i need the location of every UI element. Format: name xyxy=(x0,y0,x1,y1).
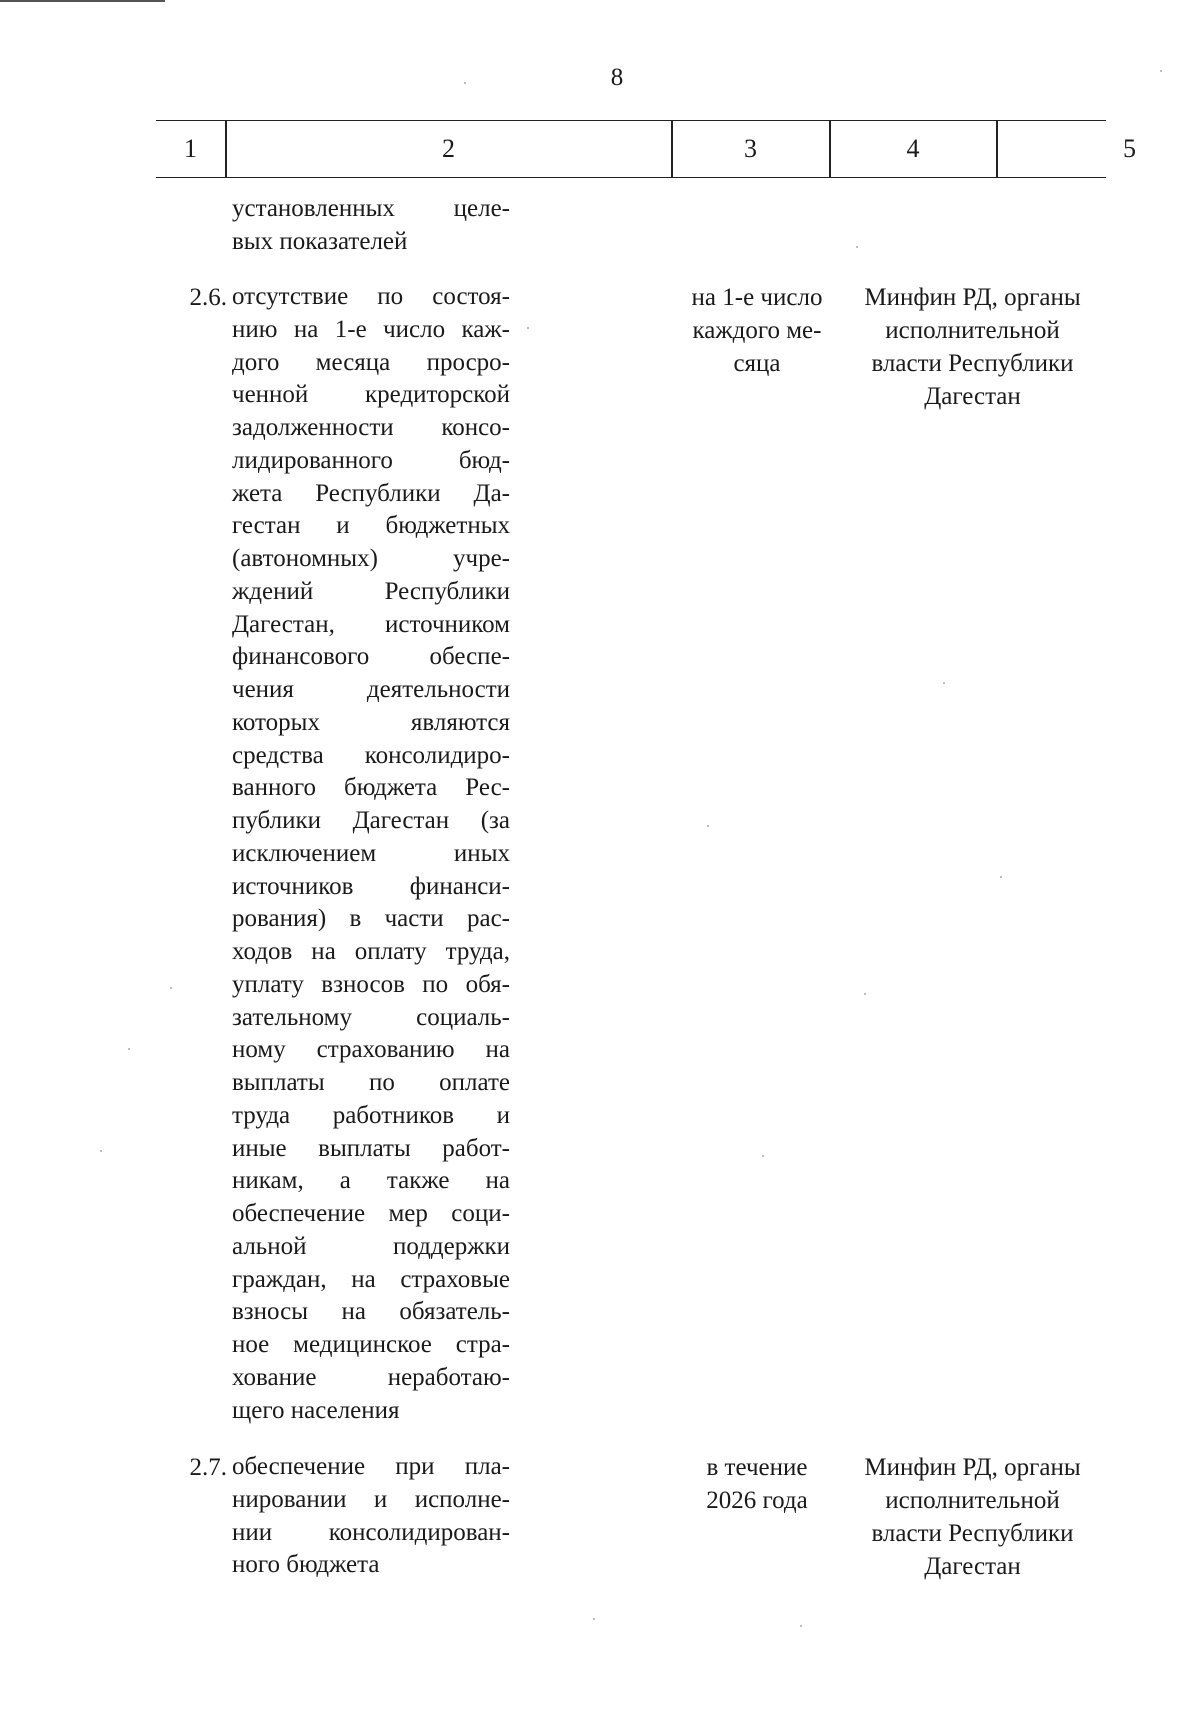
text-line: хование неработаю- xyxy=(232,1363,510,1391)
text-line: лидированного бюд- xyxy=(232,446,510,474)
row-description xyxy=(232,1451,510,1582)
text-line: вых показателей xyxy=(232,227,408,255)
text-line: ждений Республики xyxy=(232,577,510,605)
text-line: каждого ме- xyxy=(692,317,822,344)
header-col-2: 2 xyxy=(442,134,455,163)
scan-speck xyxy=(464,82,466,84)
header-col-1: 1 xyxy=(184,134,197,163)
text-line: ченной кредиторской xyxy=(232,381,510,409)
continuation-text xyxy=(232,193,510,259)
text-line: обеспечение при пла- xyxy=(232,1453,510,1480)
text-line: чения деятельности xyxy=(232,676,510,703)
text-line: сяца xyxy=(733,350,781,377)
text-line: граждан, на страховые xyxy=(232,1265,510,1293)
text-line: публики Дагестан (за xyxy=(232,807,510,834)
text-line: ного бюджета xyxy=(232,1551,380,1579)
text-line: на 1-е число xyxy=(691,284,823,311)
scan-speck xyxy=(707,825,709,827)
row-responsible xyxy=(847,1451,1098,1583)
text-line: никам, а также на xyxy=(232,1167,510,1195)
row-description xyxy=(232,281,510,1427)
text-line: власти Республики xyxy=(871,350,1074,377)
header-col-3: 3 xyxy=(744,134,757,163)
text-line: нии консолидирован- xyxy=(232,1518,510,1546)
scan-speck xyxy=(170,987,172,989)
scan-speck xyxy=(762,1155,764,1157)
text-line: нию на 1-е число каж- xyxy=(232,315,510,343)
row-deadline xyxy=(672,281,842,380)
scan-speck xyxy=(856,246,858,248)
text-line: Дагестан, источником xyxy=(232,610,510,638)
text-line: зательному социаль- xyxy=(232,1003,510,1031)
text-line: уплату взносов по обя- xyxy=(232,970,510,998)
text-line: Минфин РД, органы xyxy=(864,284,1081,311)
text-line: установленных целе- xyxy=(232,195,510,222)
text-line: исключением иных xyxy=(232,839,510,867)
text-line: нировании и исполне- xyxy=(232,1485,510,1513)
text-line: средства консолидиро- xyxy=(232,741,510,769)
text-line: исполнительной xyxy=(885,317,1060,344)
header-col-5: 5 xyxy=(1123,134,1136,163)
text-line: выплаты по оплате xyxy=(232,1069,510,1096)
text-line: Дагестан xyxy=(924,383,1021,410)
text-line: ходов на оплату труда, xyxy=(232,938,510,965)
text-line: жета Республики Да- xyxy=(232,479,510,507)
text-line: власти Республики xyxy=(871,1520,1074,1547)
header-col-4: 4 xyxy=(906,134,920,163)
text-line: 2026 года xyxy=(706,1487,808,1514)
text-line: источников финанси- xyxy=(232,872,510,900)
scan-speck xyxy=(527,327,529,329)
table-header xyxy=(156,120,1136,178)
scan-speck xyxy=(128,1048,130,1050)
text-line: исполнительной xyxy=(885,1487,1060,1514)
scan-speck xyxy=(864,993,866,995)
text-line: задолженности консо- xyxy=(232,414,510,441)
text-line: Минфин РД, органы xyxy=(864,1454,1081,1481)
text-line: труда работников и xyxy=(232,1101,510,1129)
row-deadline xyxy=(672,1451,842,1517)
text-line: ванного бюджета Рес- xyxy=(232,774,510,802)
text-line: (автономных) учре- xyxy=(232,545,510,572)
text-line: альной поддержки xyxy=(232,1232,510,1260)
scan-speck xyxy=(593,1618,595,1620)
scan-speck xyxy=(800,1625,802,1627)
text-line: гестан и бюджетных xyxy=(232,512,510,540)
text-line: Дагестан xyxy=(924,1553,1021,1580)
scan-speck xyxy=(1160,70,1162,72)
row-number: 2.7. xyxy=(189,1454,227,1481)
text-line: рования) в части рас- xyxy=(232,905,510,933)
text-line: иные выплаты работ- xyxy=(232,1134,510,1162)
page-number: 8 xyxy=(610,64,624,91)
row-responsible xyxy=(847,281,1098,413)
text-line: дого месяца просро- xyxy=(232,348,510,376)
scan-edge-line xyxy=(0,0,165,2)
row-number: 2.6. xyxy=(189,284,227,311)
text-line: ному страхованию на xyxy=(232,1036,510,1064)
text-line: в течение xyxy=(706,1454,808,1481)
scan-speck xyxy=(1000,876,1002,878)
text-line: финансового обеспе- xyxy=(232,643,510,671)
text-line: отсутствие по состоя- xyxy=(232,283,510,310)
text-line: ное медицинское стра- xyxy=(232,1331,510,1358)
text-line: обеспечение мер соци- xyxy=(232,1200,510,1227)
text-line: щего населения xyxy=(232,1396,400,1424)
scan-speck xyxy=(100,1150,102,1152)
scan-speck xyxy=(943,682,945,684)
text-line: взносы на обязатель- xyxy=(232,1298,510,1326)
text-line: которых являются xyxy=(232,708,510,736)
